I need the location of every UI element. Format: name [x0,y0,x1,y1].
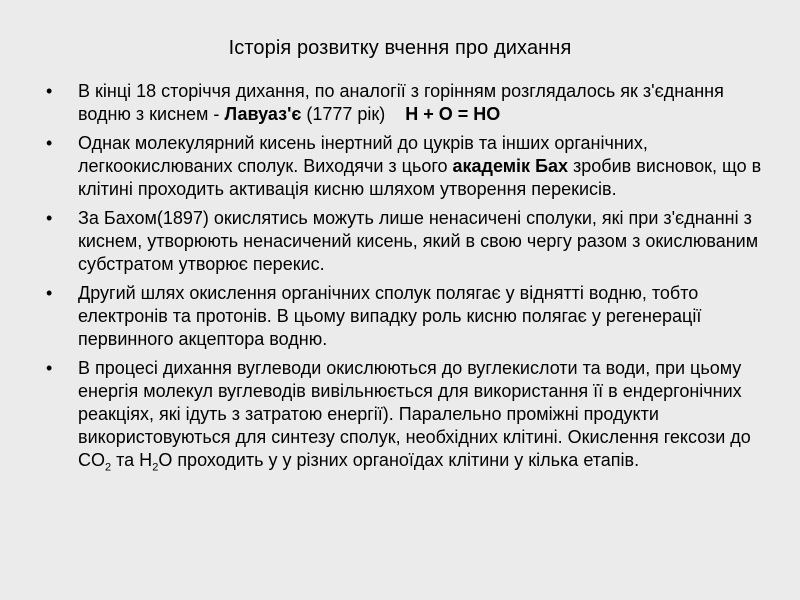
bullet-text: В процесі дихання вуглеводи окислюються до вуглекислоти та води, при цьому енергія молекул вуглеводів вивільнюється для використання її в ендергонічних реакціях, які ідуть з затратою енергії). Паралельно проміжні продукти використовуються для синтезу сполук, необхідних клітині. Окислення гексози до CO [78,358,751,470]
bold-term-lavoisier: Лавуаз'є [224,104,302,124]
bullet-icon: • [46,358,53,378]
bullet-text: зробив висновок, що в клітині проходить активація кисню шляхом утворення перекисів. [78,156,762,199]
bold-term-bach: академік Бах [452,156,569,176]
bullet-icon: • [46,208,53,228]
bullet-text: (1777 рік) [301,104,386,124]
slide-title: Історія розвитку вчення про дихання [228,37,572,59]
bullet-icon: • [46,133,53,153]
bullet-text: та H [111,450,153,470]
bullet-icon: • [46,81,53,101]
bullet-item-3 [46,207,770,276]
bullet-text: Однак молекулярний кисень інертний до цукрів та інших органічних, легкоокислюваних сполук. Виходячи з цього [78,133,648,176]
subscript: 2 [105,461,112,474]
subscript: 2 [152,461,159,474]
equation: Н + О = НО [405,104,501,124]
bullet-text: За Бахом(1897) окислятись можуть лише ненасичені сполуки, які при з'єднанні з киснем, утворюють ненасичений кисень, який в свою чергу разом з окислюваним субстратом утворює перекис. [78,208,759,274]
bullet-text: В кінці 18 сторіччя дихання, по аналогії з горінням розглядалось як з'єднання водню з киснем - [78,81,724,124]
bullet-item-5 [46,357,770,472]
bullet-item-2 [46,132,770,201]
bullet-item-1 [46,80,770,126]
bullet-icon: • [46,283,53,303]
bullet-item-4 [46,282,770,351]
bullet-text: Другий шлях окислення органічних сполук полягає у віднятті водню, тобто електронів та протонів. В цьому випадку роль кисню полягає у регенерації первинного акцептора водню. [78,283,702,349]
bullet-list [46,80,770,478]
bullet-text: O проходить у у різних органоїдах клітини у кілька етапів. [158,450,640,470]
